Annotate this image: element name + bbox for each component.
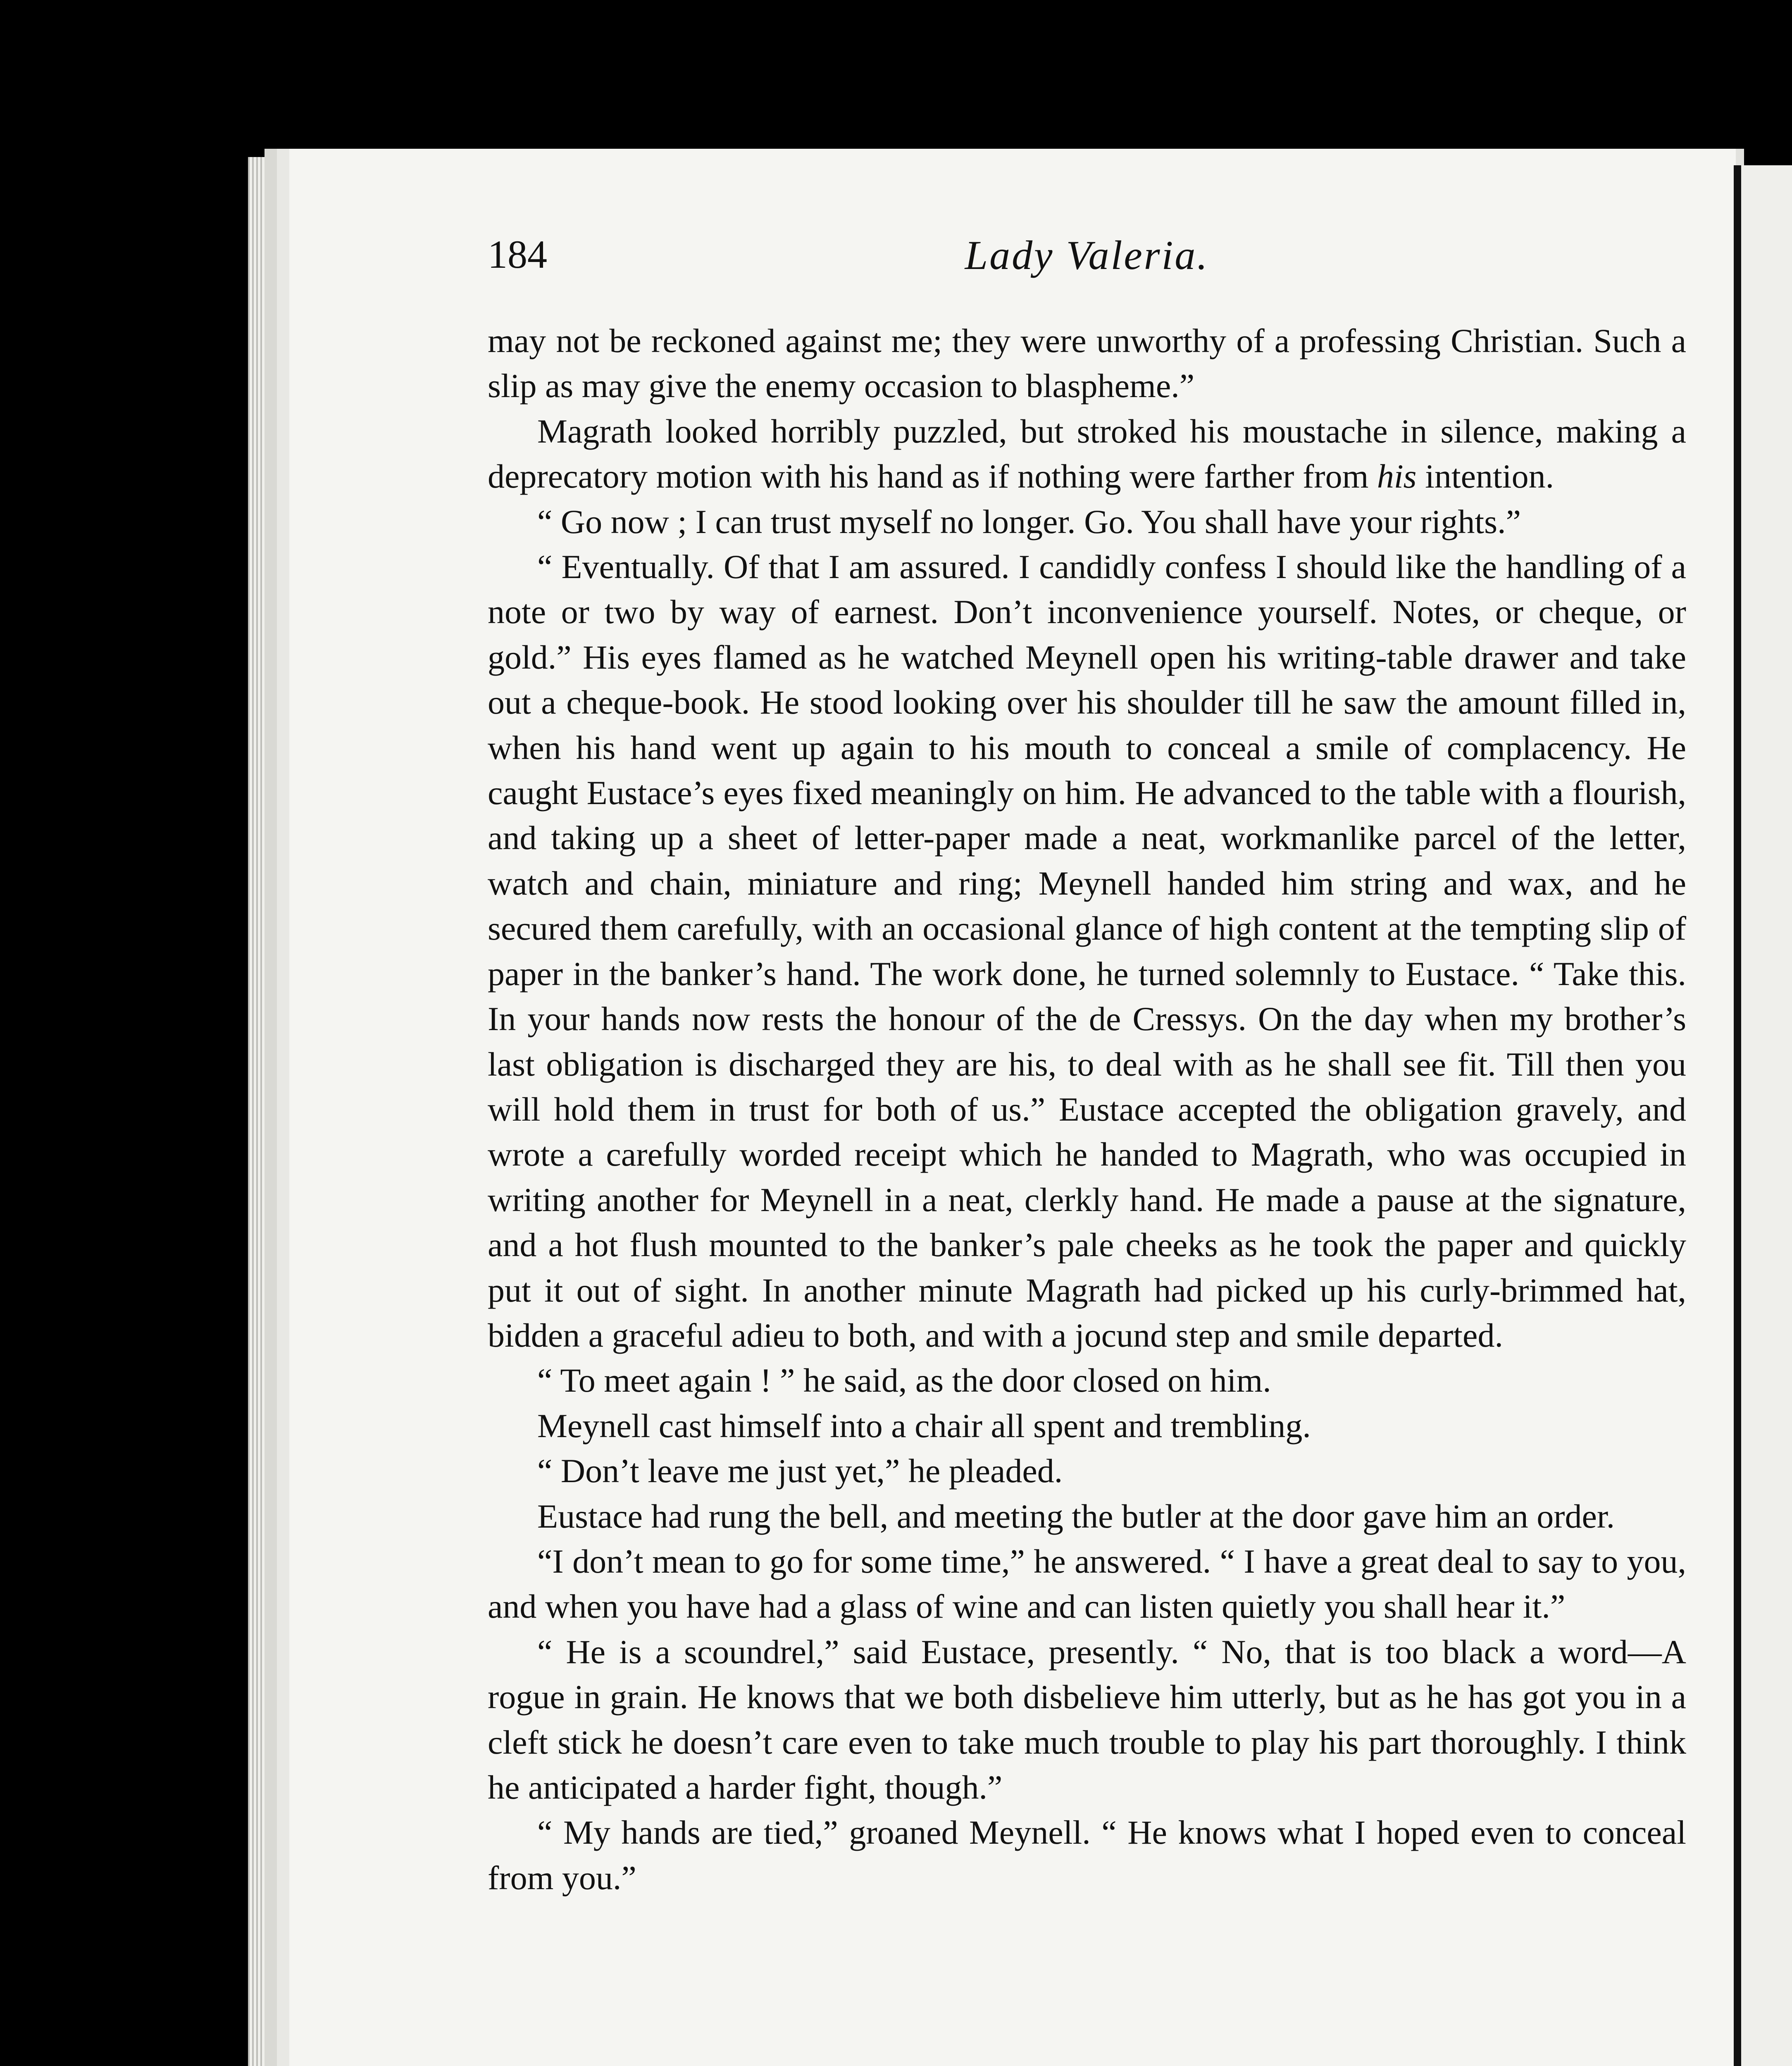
paragraph: “ Eventually. Of that I am assured. I candidly confess I should like the handling of a note or two by way of earnest. Don’t inconvenience yourself. Notes, or cheque, or gold.” His eyes flamed as he watched Meynell open his writing-table drawer and take out a cheque-book. He stood looking over his shoulder till he saw the amount filled in, when his hand went up again to his mouth to conceal a smile of complacency. He caught Eustace’s eyes fixed meaningly on him. He advanced to the table with a flourish, and taking up a sheet of letter-paper made a neat, workmanlike parcel of the letter, watch and chain, miniature and ring; Meynell handed him string and wax, and he secured them carefully, with an occasional glance of high content at the tempting slip of paper in the banker’s hand. The work done, he turned solemnly to Eustace. “ Take this. In your hands now rests the honour of the de Cressys. On the day when my brother’s last obligation is discharged they are his, to deal with as he shall see fit. Till then you will hold them in trust for both of us.” Eustace accepted the obligation gravely, and wrote a carefully worded receipt which he handed to Magrath, who was occupied in writing another for Meynell in a neat, clerkly hand. He made a pause at the signature, and a hot flush mounted to the banker’s pale cheeks as he took the paper and quickly put it out of sight. In another minute Magrath had picked up his curly-brimmed hat, bidden a graceful adieu to both, and with a jocund step and smile departed. — [488, 548, 1686, 1354]
paragraph: may not be reckoned against me; they were unworthy of a professing Christian. Such a slip as may give the enemy occasion to blaspheme.” — [488, 322, 1686, 405]
facing-page-edge — [1734, 165, 1792, 2066]
paragraph: Magrath looked horribly puzzled, but stroked his moustache in silence, making a deprecatory motion with his hand as if nothing were farther from his intention. — [488, 412, 1686, 495]
emphasis: his — [1377, 457, 1417, 495]
paragraph: Eustace had rung the bell, and meeting the butler at the door gave him an order. — [537, 1497, 1615, 1535]
page-number: 184 — [488, 232, 547, 276]
paragraph: “I don’t mean to go for some time,” he answered. “ I have a great deal to say to you, and when you have had a glass of wine and can listen quietly you shall hear it.” — [488, 1542, 1686, 1626]
page-header — [488, 231, 1686, 289]
paragraph: “ To meet again ! ” he said, as the door closed on him. — [537, 1361, 1271, 1400]
paragraph: “ Go now ; I can trust myself no longer. Go. You shall have your rights.” — [537, 502, 1521, 540]
paragraph: Meynell cast himself into a chair all spent and trembling. — [537, 1407, 1311, 1445]
running-title: Lady Valeria. — [965, 232, 1209, 278]
paragraph: “ My hands are tied,” groaned Meynell. “ He knows what I hoped even to conceal from you.” — [488, 1814, 1686, 1897]
body-text — [488, 318, 1686, 1900]
paragraph: “ He is a scoundrel,” said Eustace, presently. “ No, that is too black a word—A rogue in grain. He knows that we both disbelieve him utterly, but as he has got you in a cleft stick he doesn’t care even to take much trouble to play his part thoroughly. I think he anticipated a harder fight, though.” — [488, 1633, 1686, 1806]
paragraph: “ Don’t leave me just yet,” he pleaded. — [537, 1452, 1063, 1490]
page-edge — [248, 157, 265, 2066]
